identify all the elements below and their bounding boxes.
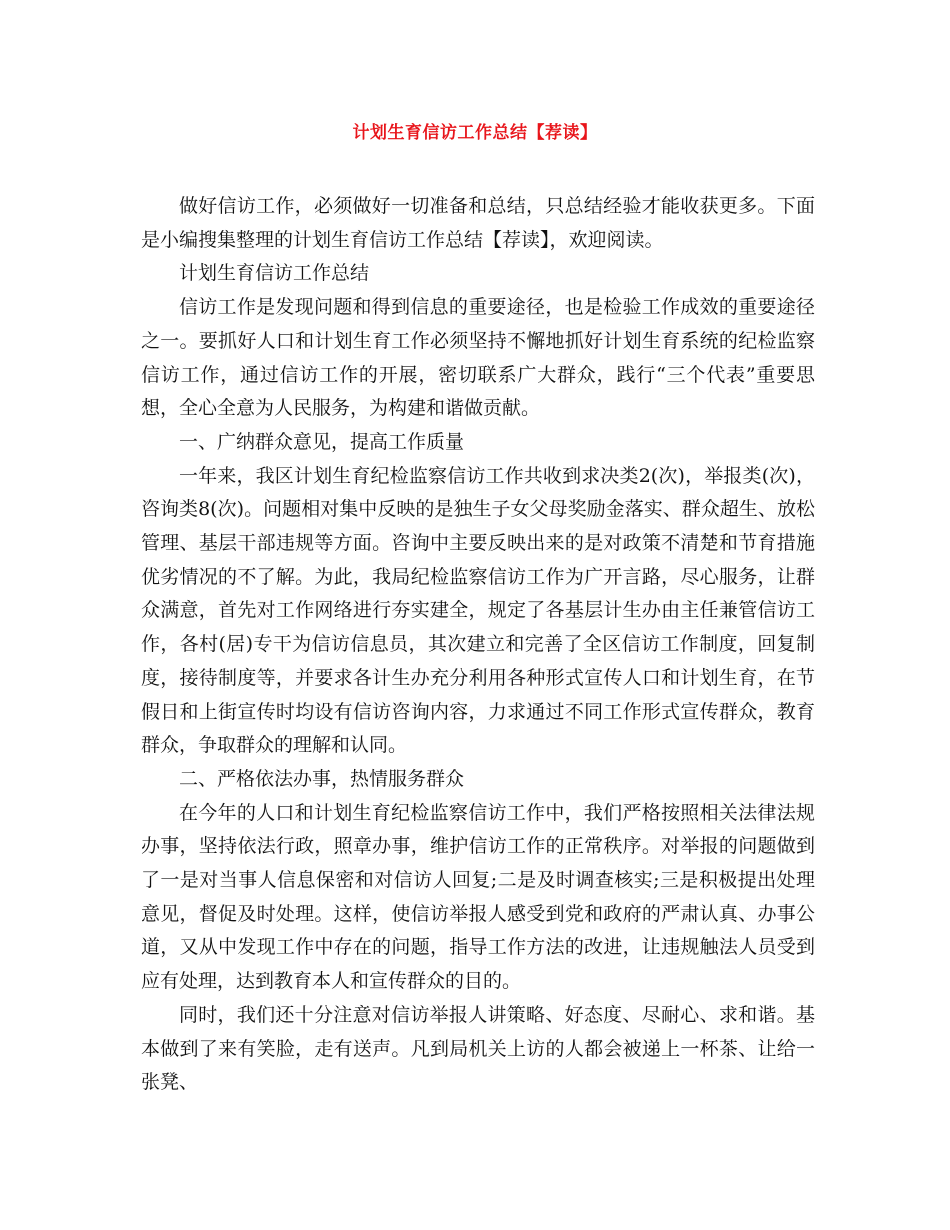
document-title: 计划生育信访工作总结【荐读】 <box>352 123 598 143</box>
paragraph-intro: 做好信访工作，必须做好一切准备和总结，只总结经验才能收获更多。下面是小编搜集整理的计划生育信访工作总结【荐读】，欢迎阅读。 <box>141 195 815 251</box>
paragraph-section-2: 在今年的人口和计划生育纪检监察信访工作中，我们严格按照相关法律法规办事，坚持依法行政，照章办事，维护信访工作的正常秩序。对举报的问题做到了一是对当事人信息保密和对信访人回复;二是及时调查核实;三是积极提出处理意见，督促及时处理。这样，使信访举报人感受到党和政府的严肃认真、办事公道，又从中发现工作中存在的问题，指导工作方法的改进，让违规触法人员受到应有处理，达到教育本人和宣传群众的目的。 <box>141 801 815 993</box>
section-heading-1: 一、广纳群众意见，提高工作质量 <box>179 430 465 453</box>
paragraph-overview: 信访工作是发现问题和得到信息的重要途径，也是检验工作成效的重要途径之一。要抓好人口和计划生育工作必须坚持不懈地抓好计划生育系统的纪检监察信访工作，通过信访工作的开展，密切联系广大群众，践行“三个代表”重要思想，全心全意为人民服务，为构建和谐做贡献。 <box>141 296 815 420</box>
paragraph-section-2-cont: 同时，我们还十分注意对信访举报人讲策略、好态度、尽耐心、求和谐。基本做到了来有笑脸，走有送声。凡到局机关上访的人都会被递上一杯茶、让给一张凳、 <box>141 1003 815 1094</box>
paragraph-subtitle: 计划生育信访工作总结 <box>179 262 370 285</box>
paragraph-section-1: 一年来，我区计划生育纪检监察信访工作共收到求决类2(次)，举报类(次)，咨询类8(次)。问题相对集中反映的是独生子女父母奖励金落实、群众超生、放松管理、基层干部违规等方面。咨询中主要反映出来的是对政策不清楚和节育措施优劣情况的不了解。为此，我局纪检监察信访工作为广开言路，尽心服务，让群众满意，首先对工作网络进行夯实建全，规定了各基层计生办由主任兼管信访工作，各村(居)专干为信访信息员，其次建立和完善了全区信访工作制度，回复制度，接待制度等，并要求各计生办充分利用各种形式宣传人口和计划生育，在节假日和上街宣传时均设有信访咨询内容，力求通过不同工作形式宣传群众，教育群众，争取群众的理解和认同。 <box>141 464 815 757</box>
document-body <box>141 190 815 1100</box>
section-heading-2: 二、严格依法办事，热情服务群众 <box>179 767 465 790</box>
